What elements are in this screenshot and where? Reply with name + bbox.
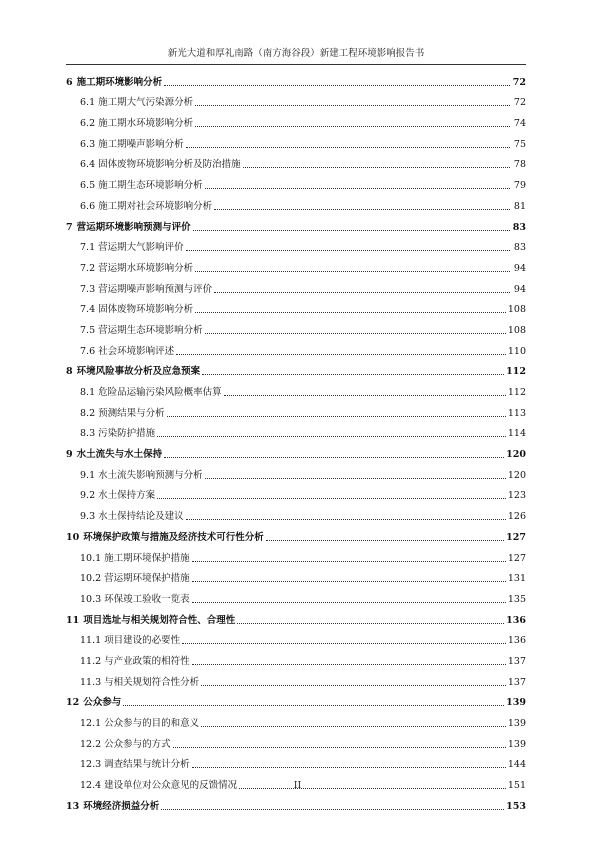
- toc-page-number: 94: [513, 283, 526, 295]
- toc-entry-title: 施工期环境影响分析: [76, 76, 163, 88]
- toc-entry-title: 公众参与: [83, 697, 122, 709]
- toc-dot-leader: [161, 809, 504, 810]
- toc-entry-title: 7.3 营运期噪声影响预测与评价: [80, 283, 213, 295]
- toc-section-entry[interactable]: [66, 337, 526, 358]
- toc-dot-leader: [201, 726, 506, 727]
- toc-page-number: 72: [512, 76, 526, 88]
- toc-entry-title: 环境保护政策与措施及经济技术可行性分析: [83, 531, 264, 543]
- toc-section-entry[interactable]: [66, 461, 526, 482]
- toc-section-entry[interactable]: [66, 730, 526, 751]
- toc-entry-title: 7.1 营运期大气影响评价: [80, 242, 184, 254]
- toc-entry-title: 12.4 建设单位对公众意见的反馈情况: [80, 780, 238, 792]
- header-divider: [66, 64, 526, 65]
- toc-chapter-entry[interactable]: [66, 213, 526, 234]
- toc-entry-title: 7.2 营运期水环境影响分析: [80, 262, 194, 274]
- toc-section-entry[interactable]: [66, 192, 526, 213]
- toc-page-number: 144: [507, 759, 526, 771]
- toc-page-number: 151: [507, 780, 526, 792]
- toc-dot-leader: [192, 602, 506, 603]
- toc-entry-title: 环境风险事故分析及应急预案: [76, 366, 201, 378]
- toc-dot-leader: [192, 561, 506, 562]
- toc-page-number: 137: [507, 676, 526, 688]
- toc-dot-leader: [164, 85, 510, 86]
- toc-entry-title: 10.2 营运期环境保护措施: [80, 573, 190, 585]
- toc-section-entry[interactable]: [66, 109, 526, 130]
- toc-dot-leader: [214, 209, 510, 210]
- toc-dot-leader: [195, 105, 510, 106]
- toc-page-number: 108: [507, 324, 526, 336]
- toc-page-number: 139: [507, 738, 526, 750]
- toc-dot-leader: [192, 664, 506, 665]
- toc-page-number: 120: [507, 469, 526, 481]
- toc-dot-leader: [202, 374, 504, 375]
- toc-dot-leader: [195, 126, 510, 127]
- toc-section-entry[interactable]: [66, 171, 526, 192]
- toc-entry-title: 6.5 施工期生态环境影响分析: [80, 180, 203, 192]
- toc-dot-leader: [266, 540, 504, 541]
- toc-entry-title: 11.2 与产业政策的相符性: [80, 655, 190, 667]
- toc-entry-title: 项目选址与相关规划符合性、合理性: [83, 614, 236, 626]
- toc-chapter-number: 13: [66, 800, 80, 812]
- toc-entry-title: 9.1 水土流失影响预测与分析: [80, 469, 203, 481]
- toc-section-entry[interactable]: [66, 502, 526, 523]
- toc-entry-title: 7.4 固体废物环境影响分析: [80, 304, 194, 316]
- toc-page-number: 108: [507, 304, 526, 316]
- toc-section-entry[interactable]: [66, 296, 526, 317]
- toc-entry-title: 12.3 调查结果与统计分析: [80, 759, 190, 771]
- toc-dot-leader: [186, 147, 510, 148]
- table-of-contents: [66, 68, 526, 813]
- toc-dot-leader: [192, 767, 506, 768]
- toc-chapter-entry[interactable]: [66, 792, 526, 813]
- toc-section-entry[interactable]: [66, 544, 526, 565]
- toc-dot-leader: [205, 333, 506, 334]
- toc-section-entry[interactable]: [66, 378, 526, 399]
- toc-dot-leader: [214, 292, 510, 293]
- toc-chapter-number: 7: [66, 221, 73, 233]
- toc-dot-leader: [205, 188, 510, 189]
- toc-entry-title: 8.1 危险品运输污染风险概率估算: [80, 387, 222, 398]
- toc-dot-leader: [182, 643, 506, 644]
- toc-dot-leader: [164, 457, 504, 458]
- toc-dot-leader: [195, 271, 510, 272]
- toc-section-entry[interactable]: [66, 565, 526, 586]
- toc-page-number: 83: [513, 242, 526, 254]
- toc-entry-title: 11.3 与相关规划符合性分析: [80, 676, 200, 688]
- toc-chapter-number: 10: [66, 531, 80, 543]
- toc-dot-leader: [237, 623, 504, 624]
- toc-section-entry[interactable]: [66, 585, 526, 606]
- toc-entry-title: 6.4 固体废物环境影响分析及防治措施: [80, 159, 241, 171]
- toc-page-number: 139: [507, 718, 526, 729]
- toc-entry-title: 10.3 环保竣工验收一览表: [80, 593, 190, 605]
- toc-entry-title: 6.2 施工期水环境影响分析: [80, 118, 194, 130]
- toc-page-number: 136: [506, 614, 526, 626]
- toc-section-entry[interactable]: [66, 627, 526, 648]
- toc-page-number: 72: [513, 97, 526, 109]
- toc-entry-title: 10.1 施工期环境保护措施: [80, 552, 190, 564]
- toc-page-number: 112: [507, 387, 526, 398]
- toc-page-number: 120: [506, 449, 526, 461]
- toc-section-entry[interactable]: [66, 668, 526, 689]
- toc-dot-leader: [193, 230, 510, 231]
- toc-dot-leader: [173, 747, 506, 748]
- toc-chapter-entry[interactable]: [66, 689, 526, 710]
- toc-section-entry[interactable]: [66, 751, 526, 772]
- toc-page-number: 127: [507, 552, 526, 564]
- toc-entry-title: 12.1 公众参与的目的和意义: [80, 718, 200, 729]
- running-header: 新光大道和厚礼南路（南方海谷段）新建工程环境影响报告书: [167, 48, 425, 59]
- toc-page-number: 136: [507, 635, 526, 647]
- toc-page-number: 74: [513, 118, 526, 130]
- toc-entry-title: 12.2 公众参与的方式: [80, 738, 171, 750]
- toc-page-number: 139: [506, 697, 526, 709]
- toc-page-number: 110: [507, 345, 526, 357]
- toc-entry-title: 环境经济损益分析: [83, 800, 160, 812]
- toc-chapter-number: 11: [66, 614, 80, 626]
- toc-section-entry[interactable]: [66, 316, 526, 337]
- toc-chapter-entry[interactable]: [66, 606, 526, 627]
- toc-dot-leader: [195, 312, 506, 313]
- toc-section-entry[interactable]: [66, 482, 526, 503]
- toc-section-entry[interactable]: [66, 647, 526, 668]
- toc-entry-title: 6.6 施工期对社会环境影响分析: [80, 200, 213, 212]
- toc-section-entry[interactable]: [66, 254, 526, 275]
- toc-entry-title: 7.5 营运期生态环境影响分析: [80, 324, 203, 336]
- toc-chapter-number: 9: [66, 449, 73, 461]
- toc-chapter-number: 6: [66, 76, 73, 88]
- toc-page-number: 126: [507, 511, 526, 523]
- toc-entry-title: 8.2 预测结果与分析: [80, 407, 165, 419]
- toc-page-number: 135: [507, 593, 526, 605]
- toc-dot-leader: [186, 519, 506, 520]
- toc-section-entry[interactable]: [66, 89, 526, 110]
- toc-entry-title: 6.1 施工期大气污染源分析: [80, 97, 194, 109]
- toc-page-number: 94: [513, 262, 526, 274]
- toc-page-number: 137: [507, 655, 526, 667]
- toc-section-entry[interactable]: [66, 130, 526, 151]
- toc-page-number: 131: [507, 573, 526, 585]
- toc-section-entry[interactable]: [66, 399, 526, 420]
- toc-page-number: 81: [513, 200, 526, 212]
- toc-entry-title: 7.6 社会环境影响评述: [80, 345, 175, 357]
- toc-chapter-entry[interactable]: [66, 440, 526, 461]
- toc-dot-leader: [192, 581, 506, 582]
- toc-section-entry[interactable]: [66, 275, 526, 296]
- toc-section-entry[interactable]: [66, 234, 526, 255]
- toc-chapter-number: 8: [66, 366, 73, 378]
- toc-page-number: 78: [513, 159, 526, 171]
- toc-entry-title: 水土流失与水土保持: [76, 449, 163, 461]
- toc-page-number: 83: [512, 221, 526, 233]
- toc-dot-leader: [123, 705, 504, 706]
- toc-entry-title: 9.2 水土保持方案: [80, 490, 156, 502]
- toc-page-number: 153: [506, 800, 526, 812]
- toc-entry-title: 8.3 污染防护措施: [80, 428, 156, 440]
- page-number: II: [293, 780, 302, 791]
- toc-entry-title: 6.3 施工期噪声影响分析: [80, 138, 184, 150]
- toc-section-entry[interactable]: [66, 151, 526, 172]
- toc-entry-title: 营运期环境影响预测与评价: [76, 221, 191, 233]
- toc-page-number: 113: [507, 407, 526, 419]
- toc-dot-leader: [186, 250, 510, 251]
- toc-page-number: 79: [513, 180, 526, 192]
- toc-page-number: 127: [506, 531, 526, 543]
- toc-dot-leader: [157, 498, 506, 499]
- toc-entry-title: 11.1 项目建设的必要性: [80, 635, 181, 647]
- toc-section-entry[interactable]: [66, 709, 526, 730]
- toc-dot-leader: [176, 354, 506, 355]
- toc-chapter-entry[interactable]: [66, 68, 526, 89]
- toc-dot-leader: [224, 395, 506, 396]
- toc-page-number: 114: [507, 428, 526, 440]
- toc-dot-leader: [243, 167, 510, 168]
- toc-page-number: 123: [507, 490, 526, 502]
- toc-page-number: 75: [513, 138, 526, 150]
- toc-chapter-number: 12: [66, 697, 80, 709]
- toc-chapter-entry[interactable]: [66, 523, 526, 544]
- toc-section-entry[interactable]: [66, 420, 526, 441]
- toc-dot-leader: [201, 685, 506, 686]
- toc-chapter-entry[interactable]: [66, 358, 526, 379]
- toc-entry-title: 9.3 水土保持结论及建议: [80, 511, 184, 523]
- toc-dot-leader: [205, 478, 506, 479]
- toc-dot-leader: [157, 436, 506, 437]
- toc-page-number: 112: [506, 366, 526, 378]
- toc-dot-leader: [167, 416, 506, 417]
